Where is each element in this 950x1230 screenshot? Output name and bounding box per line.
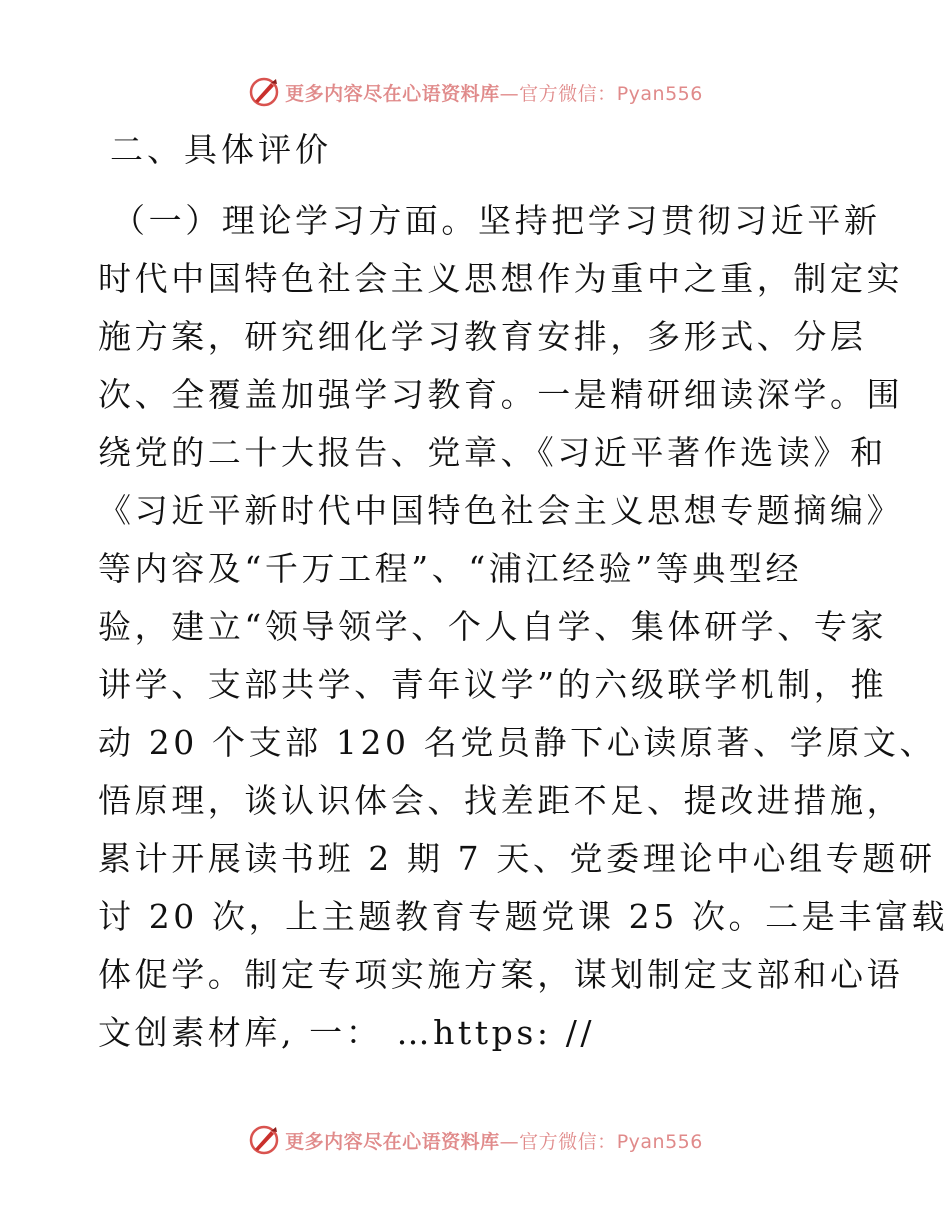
watermark-text [285,1127,703,1154]
watermark-text [285,79,703,106]
text-line: 等内容及“千万工程”、“浦江经验”等典型经 [98,549,803,588]
text-line: 动 20 个支部 120 名党员静下心读原著、学原文、 [98,723,937,762]
text-line: 累计开展读书班 2 期 7 天、党委理论中心组专题研 [98,839,936,878]
text-line: 施方案，研究细化学习教育安排，多形式、分层 [98,317,867,356]
header-watermark [0,72,950,112]
text-line: （一）理论学习方面。坚持把学习贯彻习近平新 [112,201,881,240]
footer-watermark [0,1120,950,1160]
text-line: 讨 20 次，上主题教育专题党课 25 次。二是丰富载 [98,897,949,936]
watermark-site: 更多内容尽在心语资料库 [285,1130,500,1153]
watermark-dash: — [499,82,520,105]
text-line: 绕党的二十大报告、党章、《习近平著作选读》和 [98,433,887,472]
text-line: 悟原理，谈认识体会、找差距不足、提改进措施， [98,781,904,820]
watermark-site: 更多内容尽在心语资料库 [285,82,500,105]
watermark-official: 官方微信： [519,82,617,105]
text-line: 次、全覆盖加强学习教育。一是精研细读深学。围 [98,375,904,414]
watermark-official: 官方微信： [519,1130,617,1153]
watermark-dash: — [499,1130,520,1153]
quill-seal-icon [247,1123,281,1157]
watermark-wechat-id: Pyan556 [616,1130,703,1153]
body-paragraph [98,192,949,1062]
text-line: 《习近平新时代中国特色社会主义思想专题摘编》 [98,491,904,530]
section-heading: 二、具体评价 [110,130,332,169]
text-line: 体促学。制定专项实施方案，谋划制定支部和心语 [98,955,904,994]
quill-seal-icon [247,75,281,109]
watermark-wechat-id: Pyan556 [616,82,703,105]
text-line: 时代中国特色社会主义思想作为重中之重，制定实 [98,259,904,298]
text-line: 验，建立“领导领学、个人自学、集体研学、专家 [98,607,888,646]
text-line: 文创素材库, 一： …https: // [98,1013,596,1052]
text-line: 讲学、支部共学、青年议学”的六级联学机制，推 [98,665,888,704]
